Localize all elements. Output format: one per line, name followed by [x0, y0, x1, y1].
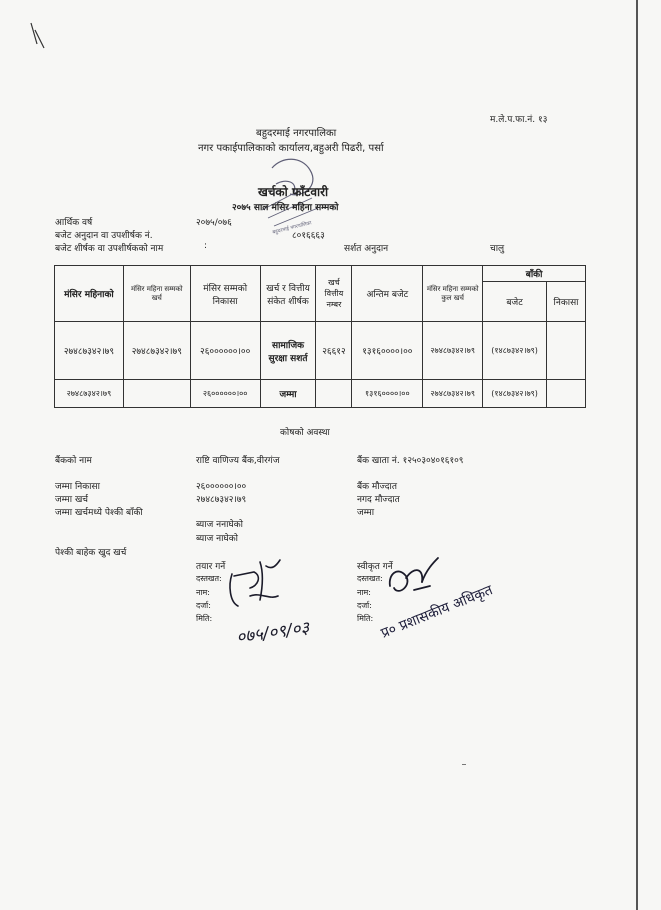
- approved-signature-label: दस्तखत:: [357, 574, 383, 583]
- prepared-post-label: दर्जा:: [196, 601, 211, 610]
- cell-release: २६००००००।००: [190, 322, 260, 380]
- header-expense-head: खर्च र वित्तीय संकेत शीर्षक: [260, 266, 316, 322]
- cell-total-expense: २७४८७३४२।७९: [423, 322, 483, 380]
- table-row: [55, 322, 586, 380]
- prepared-by-label: तयार गर्ने: [196, 562, 226, 572]
- total-expense: २७४८७३४२।७९: [423, 380, 483, 408]
- header-total-expense: मंसिर महिना सम्मको कुल खर्च: [423, 266, 483, 322]
- header-balance-release: निकासा: [547, 282, 586, 322]
- treasury-title: कोषको अवस्था: [280, 428, 330, 438]
- handwritten-date: ०७५/०९/०३: [235, 617, 311, 648]
- prepared-signature-label: दस्तखत:: [196, 574, 222, 583]
- total-release: २६००००००।००: [190, 380, 260, 408]
- header-month: मंसिर महिनाको: [55, 266, 124, 322]
- stamp-text: बहुदरमाई नगरपालिका: [271, 220, 313, 236]
- total-month: २७४८७३४२।७९: [55, 380, 124, 408]
- municipality-name: बहुदरमाई नगरपालिका: [256, 128, 337, 139]
- fiscal-year-value: २०७५/०७६: [196, 218, 232, 228]
- approved-by-label: स्वीकृत गर्ने: [357, 562, 393, 572]
- expense-table: [54, 265, 586, 408]
- document-subtitle: २०७५ साल मंसिर महिना सम्मको: [232, 203, 339, 213]
- total-release-value: २६००००००।००: [196, 482, 247, 492]
- prepared-date-label: मिति:: [196, 614, 213, 623]
- document-title: खर्चको फाँटवारी: [258, 185, 329, 199]
- fiscal-year-label: आर्थिक वर्ष: [55, 218, 93, 228]
- budget-head-label: बजेट शीर्षक वा उपशीर्षकको नाम: [55, 244, 164, 254]
- approved-date-label: मिति:: [357, 614, 374, 623]
- preparer-signature: [220, 556, 300, 616]
- bank-name-value: राष्टि वाणिज्य बैंक,वीरगंज: [196, 456, 280, 466]
- total-label: जम्मा: [260, 380, 316, 408]
- approved-name-label: नाम:: [357, 588, 371, 597]
- header-finance-no: खर्च वित्तीय नम्बर: [316, 266, 352, 322]
- bank-balance-label: बैंक मौज्दात: [357, 482, 398, 492]
- bank-account: बैंक खाता नं. १२५०३०४०१६१०९: [357, 456, 464, 466]
- treasury-total-label: जम्मा: [357, 508, 375, 518]
- total-final-budget: १३१६००००।००: [352, 380, 423, 408]
- total-expense-label: जम्मा खर्च: [55, 495, 89, 505]
- header-balance: बाँकी: [483, 266, 586, 282]
- prepared-name-label: नाम:: [196, 588, 210, 597]
- cell-balance-budget: (१४८७३४२।७९): [483, 322, 547, 380]
- interest-nonpaid: ब्याज ननाघेको: [196, 520, 243, 530]
- header-month-expense: मंसिर महिना सम्मको खर्च: [123, 266, 190, 322]
- cell-expense-head: सामाजिक सुरक्षा सशर्त: [260, 322, 316, 380]
- cell-final-budget: १३१६००००।००: [352, 322, 423, 380]
- cash-balance-label: नगद मौज्दात: [357, 495, 400, 505]
- budget-sub-no-label: बजेट अनुदान वा उपशीर्षक नं.: [55, 231, 153, 241]
- interest-paid: ब्याज नाघेको: [196, 534, 238, 544]
- total-finance-no: [316, 380, 352, 408]
- budget-sub-no-value: ८०१६६६३: [292, 231, 325, 241]
- total-balance-release: [547, 380, 586, 408]
- cell-month: २७४८७३४२।७९: [55, 322, 124, 380]
- cell-balance-release: [547, 322, 586, 380]
- office-name: नगर पकाईपालिकाको कार्यालय,बहुअरी पिढरी, पर्सा: [198, 143, 384, 154]
- officer-title-stamp: प्र० प्रशासकीय अधिकृत: [378, 582, 495, 642]
- budget-status: चालु: [490, 244, 505, 254]
- page-edge-shadow: [636, 0, 638, 910]
- table-total-row: [55, 380, 586, 408]
- header-release: मंसिर सम्मको निकासा: [190, 266, 260, 322]
- advance-balance-label: जम्मा खर्चमध्ये पेश्की बाँकी: [55, 508, 143, 518]
- approver-signature: [384, 556, 444, 606]
- footer-mark: [462, 764, 466, 765]
- scratch-mark: [28, 20, 48, 50]
- approved-post-label: दर्जा:: [357, 601, 372, 610]
- total-month-expense: [123, 380, 190, 408]
- bank-name-label: बैंकको नाम: [55, 456, 92, 466]
- cell-finance-no: २६६१२: [316, 322, 352, 380]
- cell-month-expense: २७४८७३४२।७९: [123, 322, 190, 380]
- grant-type: सर्शत अनुदान: [344, 244, 389, 254]
- form-number: म.ले.प.फा.नं. १३: [490, 115, 548, 125]
- header-balance-budget: बजेट: [483, 282, 547, 322]
- total-release-label: जम्मा निकासा: [55, 482, 100, 492]
- total-expense-value: २७४८७३४२।७९: [196, 495, 247, 505]
- total-balance-budget: (१४८७३४२।७९): [483, 380, 547, 408]
- table-header-row: [55, 266, 586, 282]
- header-final-budget: अन्तिम बजेट: [352, 266, 423, 322]
- budget-head-colon: :: [204, 241, 208, 251]
- net-expense-label: पेश्की बाहेक खुद खर्च: [55, 548, 127, 558]
